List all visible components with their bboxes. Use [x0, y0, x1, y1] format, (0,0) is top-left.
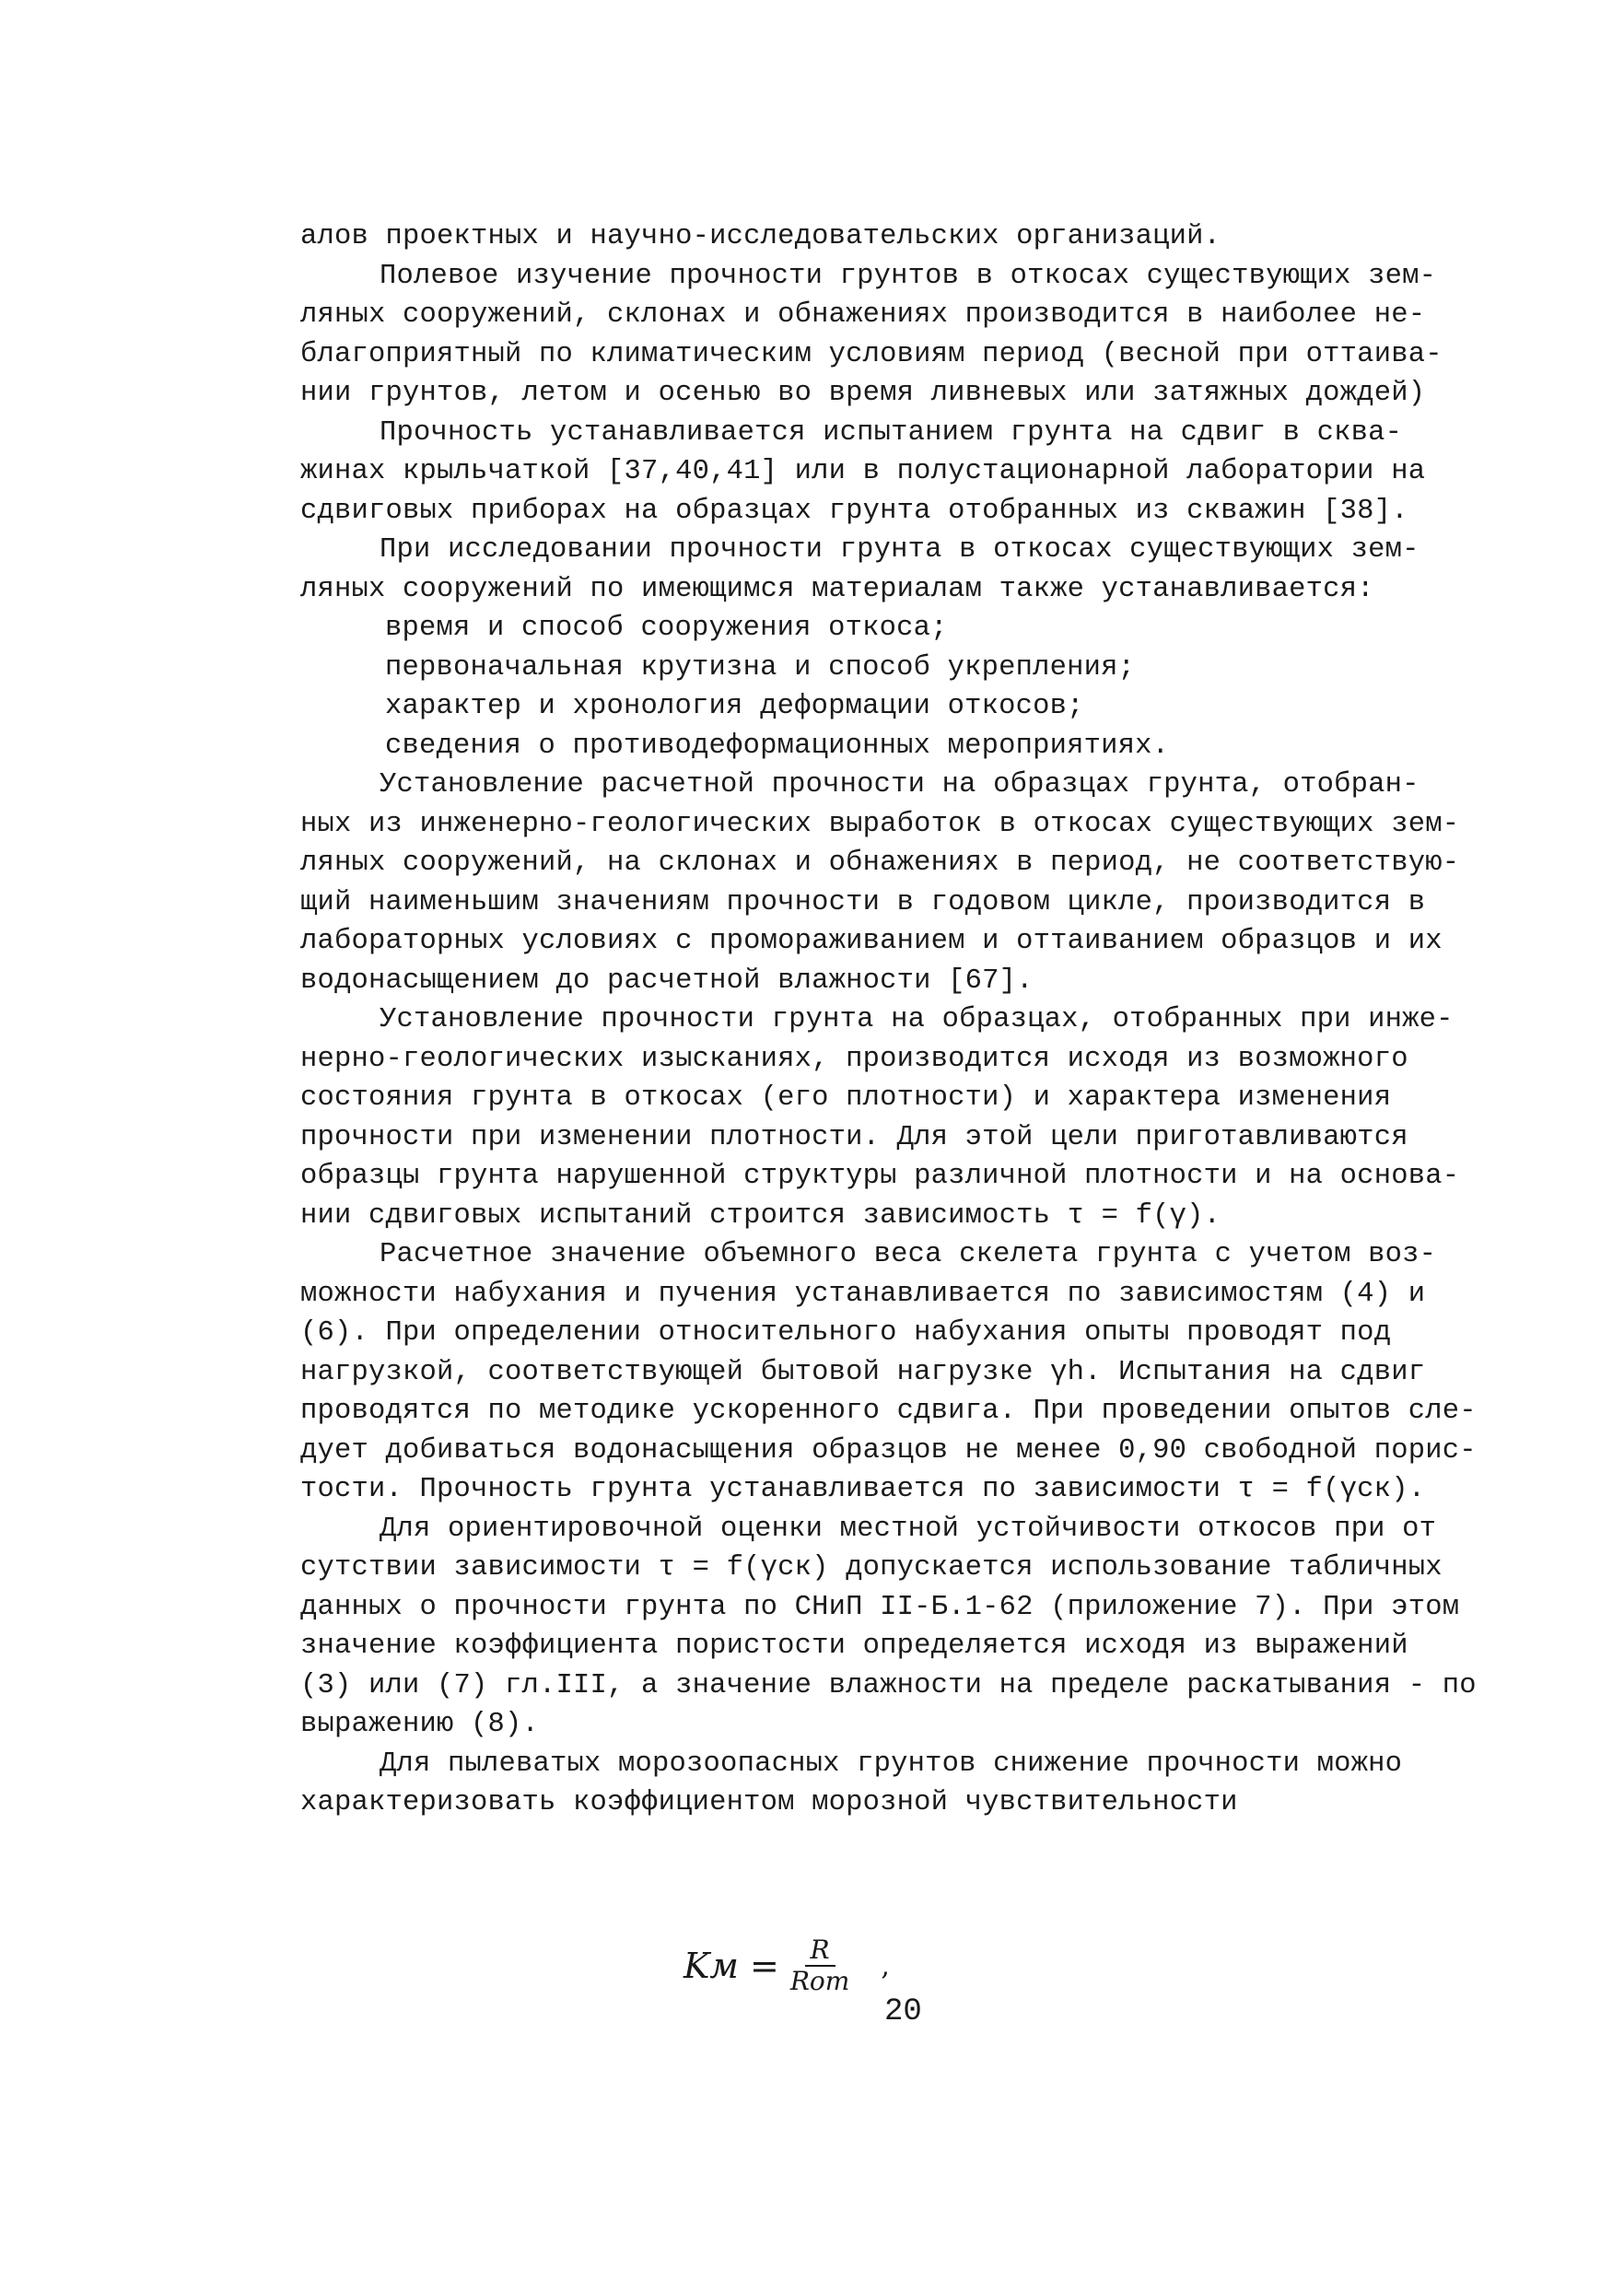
text-line: (3) или (7) гл.III, а значение влажности на пределе раскатывания - по	[300, 1669, 1477, 1701]
text-line: время и способ сооружения откоса;	[385, 613, 948, 644]
text-line: состояния грунта в откосах (его плотности) и характера изменения	[300, 1082, 1392, 1114]
page-number: 20	[884, 1994, 922, 2029]
text-line: Прочность устанавливается испытанием грунта на сдвиг в сква-	[380, 416, 1403, 449]
text-line: значение коэффициента пористости определяется исходя из выражений	[300, 1631, 1408, 1662]
text-line: дует добиваться водонасыщения образцов не менее 0,90 свободной порис-	[300, 1434, 1477, 1467]
formula-denominator: Rот	[789, 1966, 850, 1996]
text-line: сутствии зависимости τ = f(γск) допускается использование табличных	[300, 1552, 1443, 1584]
formula-lhs: Kм =	[683, 1946, 779, 1986]
text-line: нагрузкой, соответствующей бытовой нагрузке γh. Испытания на сдвиг	[300, 1356, 1426, 1388]
text-line: ных из инженерно-геологических выработок в откосах существующих зем-	[300, 808, 1460, 840]
text-line: образцы грунта нарушенной структуры различной плотности и на основа-	[300, 1161, 1460, 1192]
body-text	[300, 217, 1477, 1823]
text-line: характер и хронология деформации откосов;	[385, 691, 1084, 722]
text-line: сведения о противодеформационных мероприятиях.	[385, 730, 1170, 762]
text-line: ляных сооружений, склонах и обнажениях производится в наиболее не-	[300, 299, 1426, 331]
formula-numerator: R	[805, 1937, 835, 1967]
formula-fraction	[789, 1934, 850, 1996]
text-line: тости. Прочность грунта устанавливается по зависимости τ = f(γск).	[300, 1474, 1426, 1505]
text-line: Установление прочности грунта на образцах, отобранных при инже-	[380, 1004, 1454, 1035]
text-line: Для ориентировочной оценки местной устойчивости откосов при от	[380, 1513, 1437, 1545]
text-line: Для пылеватых морозоопасных грунтов снижение прочности можно	[380, 1747, 1403, 1780]
text-line: лабораторных условиях с промораживанием и оттаиванием образцов и их	[300, 926, 1443, 957]
text-line: нии сдвиговых испытаний строится зависимость τ = f(γ).	[300, 1199, 1221, 1232]
text-line: ляных сооружений, на склонах и обнажениях в период, не соответствую-	[300, 847, 1460, 879]
text-line: Установление расчетной прочности на образцах грунта, отобран-	[380, 769, 1420, 801]
text-line: ляных сооружений по имеющимся материалам также устанавливается:	[300, 573, 1374, 605]
text-line: данных о прочности грунта по СНиП II-Б.1-62 (приложение 7). При этом	[300, 1591, 1460, 1623]
text-line: щий наименьшим значениям прочности в годовом цикле, производится в	[300, 886, 1426, 918]
text-line: можности набухания и пучения устанавливается по зависимостям (4) и	[300, 1278, 1426, 1310]
formula-comma: ,	[881, 1949, 890, 1982]
frost-sensitivity-formula	[683, 1934, 890, 1996]
text-line: водонасыщением до расчетной влажности [67].	[300, 964, 1034, 997]
text-line: При исследовании прочности грунта в откосах существующих зем-	[380, 534, 1420, 566]
text-line: Полевое изучение прочности грунтов в откосах существующих зем-	[380, 260, 1437, 292]
text-line: алов проектных и научно-исследовательских организаций.	[300, 221, 1221, 252]
text-line: прочности при изменении плотности. Для этой цели приготавливаются	[300, 1121, 1408, 1153]
text-line: (6). При определении относительного набухания опыты проводят под	[300, 1317, 1392, 1349]
text-line: благоприятный по климатическим условиям период (весной при оттаива-	[300, 338, 1443, 370]
text-line: выражению (8).	[300, 1709, 540, 1740]
text-line: нии грунтов, летом и осенью во время ливневых или затяжных дождей)	[300, 378, 1426, 409]
text-line: жинах крыльчаткой [37,40,41] или в полустационарной лаборатории на	[300, 456, 1426, 487]
text-line: проводятся по методике ускоренного сдвига. При проведении опытов сле-	[300, 1396, 1477, 1427]
text-line: характеризовать коэффициентом морозной чувствительности	[300, 1787, 1238, 1818]
text-line: нерно-геологических изысканиях, производится исходя из возможного	[300, 1043, 1408, 1075]
text-line: сдвиговых приборах на образцах грунта отобранных из скважин [38].	[300, 495, 1408, 527]
text-line: первоначальная крутизна и способ укрепления;	[385, 651, 1136, 684]
text-line: Расчетное значение объемного веса скелета грунта с учетом воз-	[380, 1239, 1437, 1270]
